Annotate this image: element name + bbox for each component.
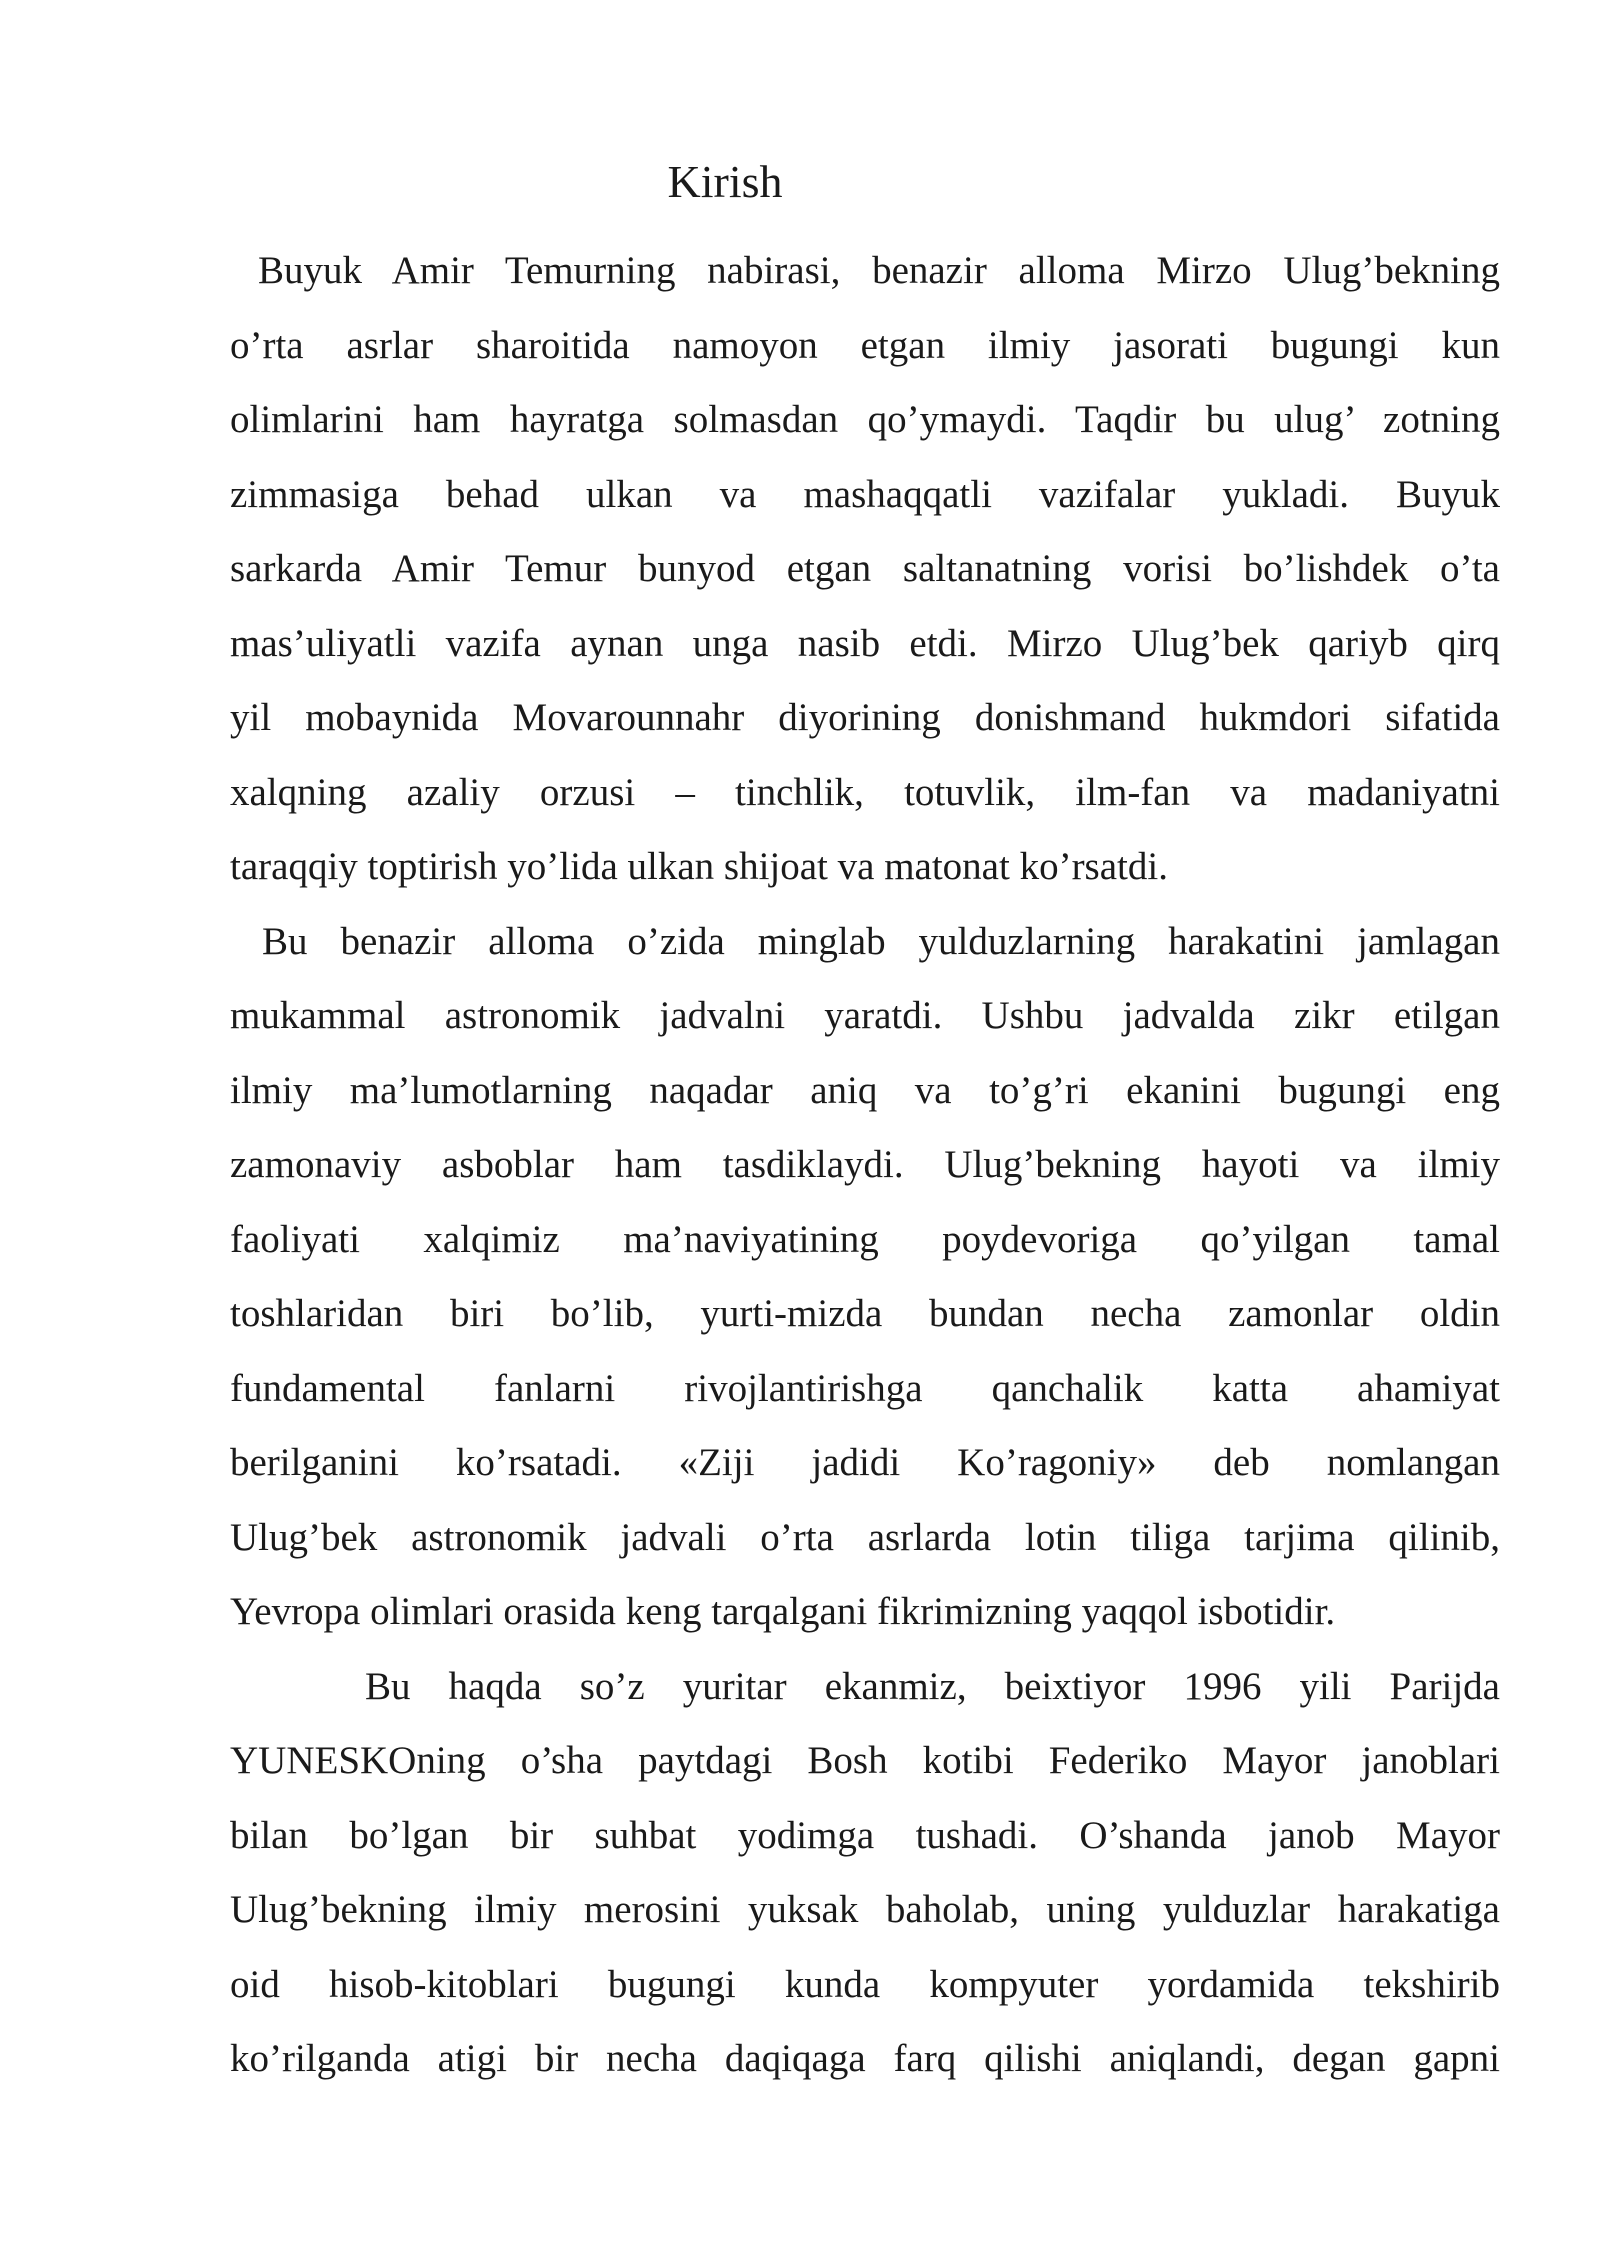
text-line: bilan bo’lgan bir suhbat yodimga tushadi. O’shanda janob Mayor	[230, 1813, 1500, 1857]
text-line: mukammal astronomik jadvalni yaratdi. Ushbu jadvalda zikr etilgan	[230, 994, 1500, 1037]
text-line: Ulug’bekning ilmiy merosini yuksak baholab, uning yulduzlar harakatiga	[230, 1888, 1500, 1931]
text-line: mas’uliyatli vazifa aynan unga nasib etdi. Mirzo Ulug’bek qariyb qirq	[230, 621, 1500, 665]
text-line: sarkarda Amir Temur bunyod etgan saltanatning vorisi bo’lishdek o’ta	[230, 547, 1500, 590]
text-line: Buyuk Amir Temurning nabirasi, benazir alloma Mirzo Ulug’bekning	[258, 249, 1500, 292]
page-title: Kirish	[667, 156, 783, 207]
text-line: fundamental fanlarni rivojlantirishga qanchalik katta ahamiyat	[230, 1366, 1500, 1410]
text-line: toshlaridan biri bo’lib, yurti-mizda bundan necha zamonlar oldin	[230, 1292, 1500, 1335]
text-line: o’rta asrlar sharoitida namoyon etgan ilmiy jasorati bugungi kun	[230, 323, 1500, 367]
text-line: YUNESKOning o’sha paytdagi Bosh kotibi Federiko Mayor janoblari	[230, 1739, 1500, 1782]
text-line: yil mobaynida Movarounnahr diyorining donishmand hukmdori sifatida	[230, 696, 1500, 739]
text-line: oid hisob-kitoblari bugungi kunda kompyuter yordamida tekshirib	[230, 1962, 1500, 2006]
text-line: olimlarini ham hayratga solmasdan qo’ymaydi. Taqdir bu ulug’ zotning	[230, 398, 1500, 441]
text-line: Bu benazir alloma o’zida minglab yulduzlarning harakatini jamlagan	[262, 919, 1500, 963]
text-line: zamonaviy asboblar ham tasdiklaydi. Ulug’bekning hayoti va ilmiy	[230, 1143, 1500, 1186]
body-text	[230, 234, 1500, 2097]
text-line: ilmiy ma’lumotlarning naqadar aniq va to’g’ri ekanini bugungi eng	[230, 1068, 1500, 1112]
text-line: berilganini ko’rsatadi. «Ziji jadidi Ko’ragoniy» deb nomlangan	[230, 1441, 1500, 1484]
text-line: faoliyati xalqimiz ma’naviyatining poydevoriga qo’yilgan tamal	[230, 1217, 1500, 1261]
text-line: Bu haqda so’z yuritar ekanmiz, beixtiyor 1996 yili Parijda	[365, 1664, 1500, 1708]
text-line: ko’rilganda atigi bir necha daqiqaga farq qilishi aniqlandi, degan gapni	[230, 2037, 1500, 2080]
text-line: Ulug’bek astronomik jadvali o’rta asrlarda lotin tiliga tarjima qilinib,	[230, 1515, 1500, 1559]
text-line: Yevropa olimlari orasida keng tarqalgani fikrimizning yaqqol isbotidir.	[230, 1590, 1336, 1633]
text-line: xalqning azaliy orzusi – tinchlik, totuvlik, ilm-fan va madaniyatni	[230, 770, 1500, 814]
text-line: zimmasiga behad ulkan va mashaqqatli vazifalar yukladi. Buyuk	[230, 472, 1500, 516]
text-line: taraqqiy toptirish yo’lida ulkan shijoat va matonat ko’rsatdi.	[230, 845, 1168, 888]
